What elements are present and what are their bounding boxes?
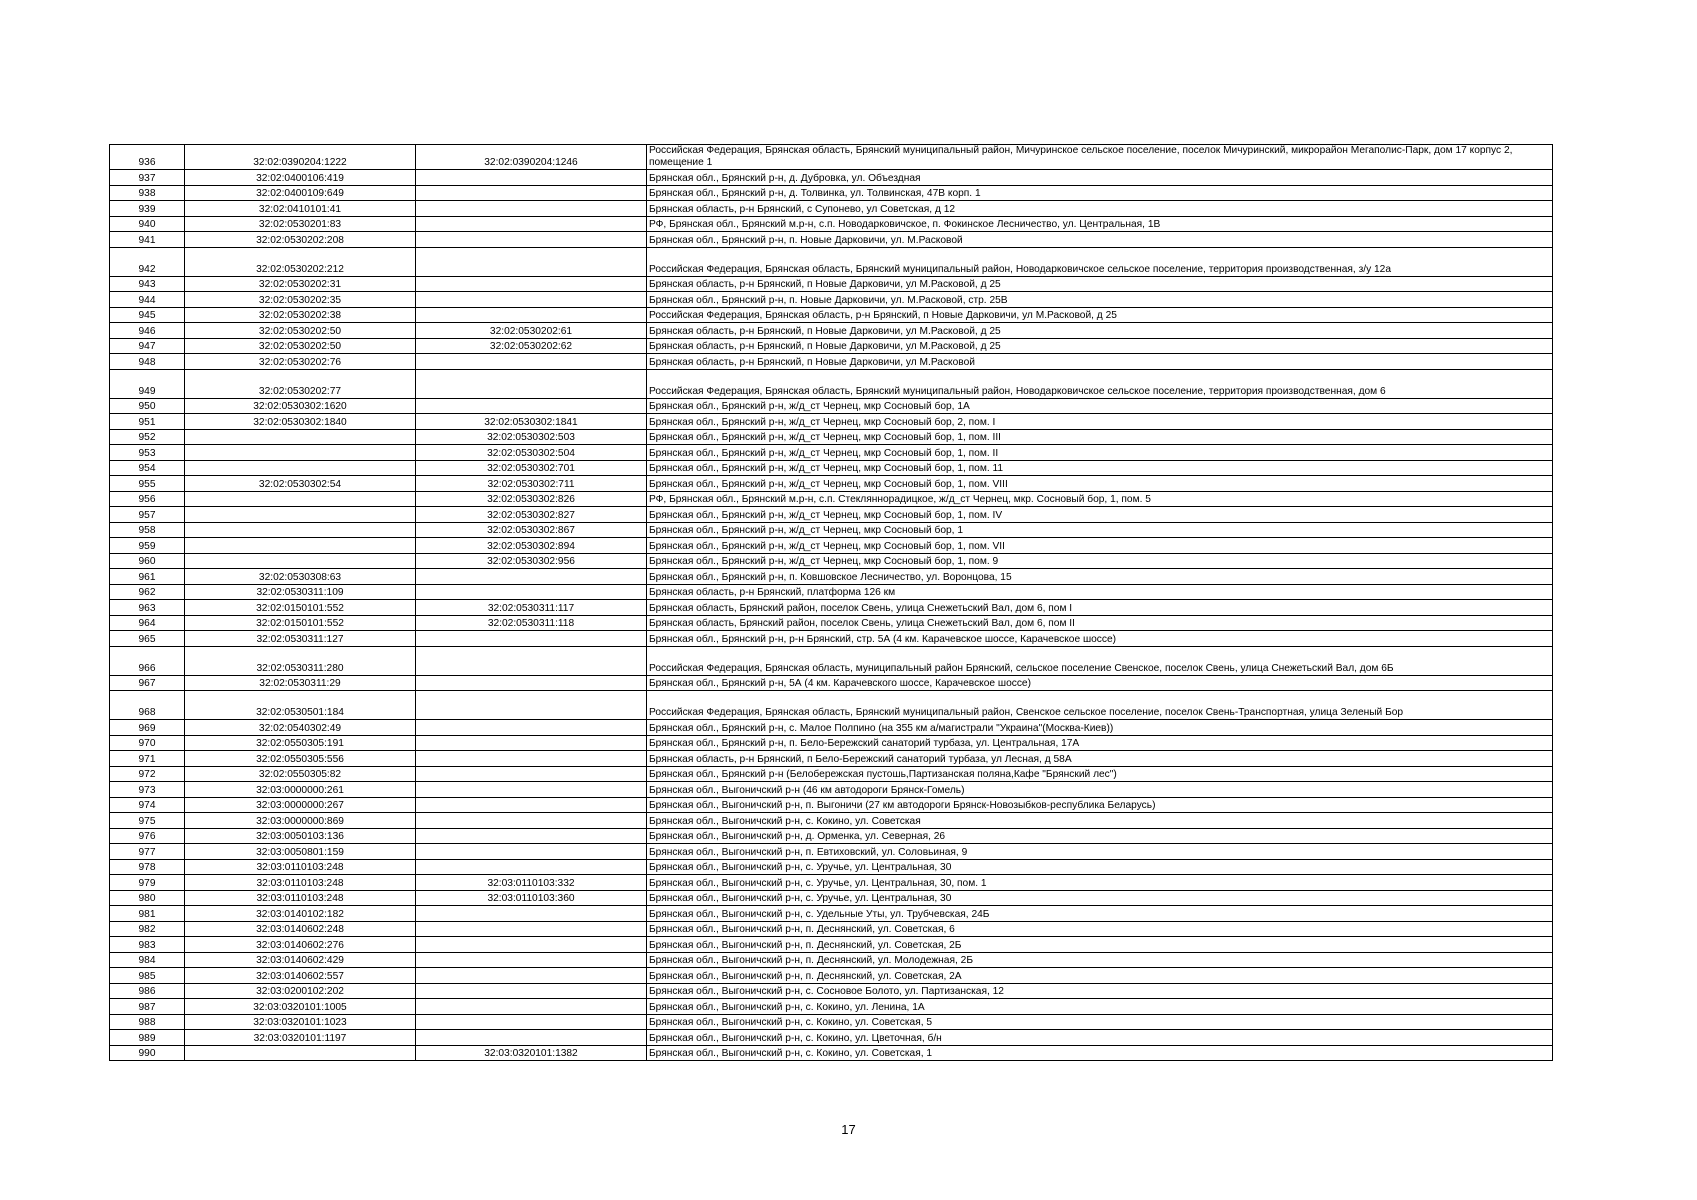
cadastral-number-cell: 32:02:0530202:35	[185, 292, 416, 308]
address-cell: Брянская обл., Выгоничский р-н, с. Кокино, ул. Советская, 5	[647, 1014, 1553, 1030]
address-cell: Брянская обл., Выгоничский р-н, д. Орменка, ул. Северная, 26	[647, 828, 1553, 844]
row-number-cell: 986	[110, 983, 185, 999]
table-row	[110, 828, 1553, 844]
row-number-cell: 944	[110, 292, 185, 308]
cadastral-number-cell: 32:02:0530202:208	[185, 232, 416, 248]
row-number-cell: 975	[110, 813, 185, 829]
cadastral-number-cell: 32:02:0530501:184	[185, 691, 416, 720]
row-number-cell: 964	[110, 615, 185, 631]
row-number-cell: 952	[110, 429, 185, 445]
cadastral-number-cell: 32:03:0140602:276	[185, 937, 416, 953]
row-number-cell: 956	[110, 491, 185, 507]
row-number-cell: 984	[110, 952, 185, 968]
row-number-cell: 983	[110, 937, 185, 953]
table-row	[110, 631, 1553, 647]
address-cell: Брянская обл., Выгоничский р-н, с. Уручье, ул. Центральная, 30, пом. 1	[647, 875, 1553, 891]
row-number-cell: 949	[110, 369, 185, 398]
object-number-cell: 32:02:0530302:504	[416, 445, 647, 461]
address-cell: Брянская обл., Брянский р-н, ж/д_ст Чернец, мкр Сосновый бор, 1, пом. 11	[647, 460, 1553, 476]
table-row	[110, 999, 1553, 1015]
object-number-cell: 32:02:0530202:62	[416, 338, 647, 354]
table-row	[110, 646, 1553, 675]
address-cell: Брянская обл., Брянский р-н, ж/д_ст Чернец, мкр Сосновый бор, 1	[647, 522, 1553, 538]
table-row	[110, 145, 1553, 170]
cadastral-number-cell: 32:03:0110103:248	[185, 859, 416, 875]
row-number-cell: 962	[110, 584, 185, 600]
object-number-cell	[416, 859, 647, 875]
table-row	[110, 445, 1553, 461]
row-number-cell: 938	[110, 185, 185, 201]
object-number-cell: 32:02:0530302:503	[416, 429, 647, 445]
address-cell: Брянская обл., Выгоничский р-н, п. Деснянский, ул. Советская, 6	[647, 921, 1553, 937]
row-number-cell: 981	[110, 906, 185, 922]
row-number-cell: 939	[110, 201, 185, 217]
table-row	[110, 797, 1553, 813]
object-number-cell	[416, 828, 647, 844]
row-number-cell: 948	[110, 354, 185, 370]
cadastral-number-cell: 32:03:0050801:159	[185, 844, 416, 860]
cadastral-number-cell: 32:02:0530311:109	[185, 584, 416, 600]
cadastral-number-cell: 32:03:0320101:1197	[185, 1030, 416, 1046]
address-cell: Брянская обл., Выгоничский р-н, п. Деснянский, ул. Советская, 2А	[647, 968, 1553, 984]
table-row	[110, 675, 1553, 691]
table-row	[110, 247, 1553, 276]
table-row	[110, 369, 1553, 398]
table-row	[110, 491, 1553, 507]
cadastral-number-cell: 32:02:0530302:1620	[185, 398, 416, 414]
cadastral-number-cell: 32:03:0140602:429	[185, 952, 416, 968]
table-row	[110, 185, 1553, 201]
address-cell: Брянская обл., Брянский р-н, ж/д_ст Чернец, мкр Сосновый бор, 1А	[647, 398, 1553, 414]
address-cell: Брянская область, р-н Брянский, платформа 126 км	[647, 584, 1553, 600]
address-cell: Брянская обл., Брянский р-н, ж/д_ст Чернец, мкр Сосновый бор, 1, пом. II	[647, 445, 1553, 461]
row-number-cell: 951	[110, 414, 185, 430]
table-row	[110, 1030, 1553, 1046]
object-number-cell	[416, 354, 647, 370]
cadastral-number-cell: 32:03:0000000:261	[185, 782, 416, 798]
cadastral-number-cell	[185, 1045, 416, 1061]
object-number-cell	[416, 691, 647, 720]
table-row	[110, 952, 1553, 968]
row-number-cell: 967	[110, 675, 185, 691]
row-number-cell: 963	[110, 600, 185, 616]
row-number-cell: 980	[110, 890, 185, 906]
object-number-cell	[416, 968, 647, 984]
cadastral-number-cell: 32:03:0110103:248	[185, 875, 416, 891]
row-number-cell: 958	[110, 522, 185, 538]
address-cell: Брянская обл., Брянский р-н, п. Новые Дарковичи, ул. М.Расковой, стр. 25В	[647, 292, 1553, 308]
table-row	[110, 522, 1553, 538]
table-row	[110, 553, 1553, 569]
address-cell: Брянская обл., Выгоничский р-н, с. Уручье, ул. Центральная, 30	[647, 890, 1553, 906]
row-number-cell: 973	[110, 782, 185, 798]
table-row	[110, 735, 1553, 751]
cadastral-number-cell: 32:02:0530202:50	[185, 338, 416, 354]
cadastral-number-cell: 32:02:0550305:556	[185, 751, 416, 767]
address-cell: Брянская обл., Брянский р-н, ж/д_ст Чернец, мкр Сосновый бор, 2, пом. I	[647, 414, 1553, 430]
address-cell: Брянская обл., Брянский р-н, д. Дубровка, ул. Объездная	[647, 170, 1553, 186]
object-number-cell	[416, 751, 647, 767]
row-number-cell: 955	[110, 476, 185, 492]
row-number-cell: 950	[110, 398, 185, 414]
cadastral-number-cell: 32:02:0390204:1222	[185, 145, 416, 170]
table-row	[110, 201, 1553, 217]
row-number-cell: 947	[110, 338, 185, 354]
address-cell: Брянская область, р-н Брянский, п Новые Дарковичи, ул М.Расковой, д 25	[647, 276, 1553, 292]
table-row	[110, 844, 1553, 860]
address-cell: Брянская область, р-н Брянский, п Новые Дарковичи, ул М.Расковой, д 25	[647, 323, 1553, 339]
object-number-cell	[416, 1014, 647, 1030]
cadastral-number-cell: 32:02:0530201:83	[185, 216, 416, 232]
cadastral-number-cell: 32:02:0530311:280	[185, 646, 416, 675]
object-number-cell	[416, 983, 647, 999]
object-number-cell: 32:03:0110103:360	[416, 890, 647, 906]
address-cell: Брянская обл., Выгоничский р-н, с. Кокино, ул. Цветочная, б/н	[647, 1030, 1553, 1046]
object-number-cell	[416, 766, 647, 782]
address-cell: Брянская обл., Выгоничский р-н, п. Выгоничи (27 км автодороги Брянск-Новозыбков-республика Беларусь)	[647, 797, 1553, 813]
address-cell: Брянская обл., Выгоничский р-н, с. Кокино, ул. Советская	[647, 813, 1553, 829]
object-number-cell: 32:02:0530302:701	[416, 460, 647, 476]
table-row	[110, 232, 1553, 248]
object-number-cell	[416, 276, 647, 292]
address-cell: Брянская обл., Выгоничский р-н, п. Деснянский, ул. Советская, 2Б	[647, 937, 1553, 953]
row-number-cell: 966	[110, 646, 185, 675]
cadastral-number-cell: 32:02:0530202:38	[185, 307, 416, 323]
object-number-cell: 32:02:0530302:956	[416, 553, 647, 569]
row-number-cell: 982	[110, 921, 185, 937]
table-row	[110, 460, 1553, 476]
row-number-cell: 972	[110, 766, 185, 782]
address-cell: Брянская обл., Брянский р-н, п. Бело-Бережский санаторий турбаза, ул. Центральная, 17А	[647, 735, 1553, 751]
row-number-cell: 976	[110, 828, 185, 844]
object-number-cell: 32:02:0530302:1841	[416, 414, 647, 430]
object-number-cell	[416, 247, 647, 276]
address-cell: РФ, Брянская обл., Брянский м.р-н, с.п. Стекляннорадицкое, ж/д_ст Чернец, мкр. Сосновый бор, 1, пом. 5	[647, 491, 1553, 507]
object-number-cell	[416, 631, 647, 647]
cadastral-number-cell	[185, 553, 416, 569]
object-number-cell	[416, 1030, 647, 1046]
registry-table-body	[110, 145, 1553, 1061]
address-cell: Российская Федерация, Брянская область, муниципальный район Брянский, сельское поселение Свенское, поселок Свень, улица Снежетьский Вал, дом 6Б	[647, 646, 1553, 675]
cadastral-number-cell	[185, 507, 416, 523]
cadastral-number-cell: 32:02:0410101:41	[185, 201, 416, 217]
row-number-cell: 989	[110, 1030, 185, 1046]
table-row	[110, 890, 1553, 906]
address-cell: РФ, Брянская обл., Брянский м.р-н, с.п. Новодарковичское, п. Фокинское Лесничество, ул. Центральная, 1В	[647, 216, 1553, 232]
cadastral-number-cell: 32:02:0530202:31	[185, 276, 416, 292]
cadastral-number-cell	[185, 538, 416, 554]
cadastral-number-cell: 32:02:0550305:191	[185, 735, 416, 751]
row-number-cell: 954	[110, 460, 185, 476]
table-row	[110, 875, 1553, 891]
object-number-cell	[416, 292, 647, 308]
cadastral-number-cell: 32:02:0530202:77	[185, 369, 416, 398]
table-row	[110, 538, 1553, 554]
cadastral-number-cell: 32:02:0530308:63	[185, 569, 416, 585]
row-number-cell: 937	[110, 170, 185, 186]
row-number-cell: 941	[110, 232, 185, 248]
object-number-cell: 32:02:0530302:827	[416, 507, 647, 523]
row-number-cell: 988	[110, 1014, 185, 1030]
cadastral-number-cell: 32:02:0530302:54	[185, 476, 416, 492]
row-number-cell: 968	[110, 691, 185, 720]
row-number-cell: 936	[110, 145, 185, 170]
address-cell: Брянская обл., Брянский р-н, ж/д_ст Чернец, мкр Сосновый бор, 1, пом. III	[647, 429, 1553, 445]
address-cell: Брянская обл., Выгоничский р-н, п. Евтиховский, ул. Соловьиная, 9	[647, 844, 1553, 860]
row-number-cell: 942	[110, 247, 185, 276]
address-cell: Брянская обл., Брянский р-н, п. Ковшовское Лесничество, ул. Воронцова, 15	[647, 569, 1553, 585]
object-number-cell	[416, 797, 647, 813]
object-number-cell	[416, 232, 647, 248]
cadastral-number-cell: 32:03:0140602:248	[185, 921, 416, 937]
address-cell: Брянская область, р-н Брянский, п Новые Дарковичи, ул М.Расковой, д 25	[647, 338, 1553, 354]
cadastral-number-cell	[185, 460, 416, 476]
table-row	[110, 307, 1553, 323]
object-number-cell: 32:02:0530302:711	[416, 476, 647, 492]
address-cell: Брянская область, Брянский район, поселок Свень, улица Снежетьский Вал, дом 6, пом II	[647, 615, 1553, 631]
address-cell: Брянская обл., Выгоничский р-н, с. Удельные Уты, ул. Трубчевская, 24Б	[647, 906, 1553, 922]
cadastral-number-cell: 32:03:0050103:136	[185, 828, 416, 844]
table-row	[110, 323, 1553, 339]
object-number-cell	[416, 216, 647, 232]
table-row	[110, 600, 1553, 616]
cadastral-number-cell	[185, 491, 416, 507]
object-number-cell	[416, 369, 647, 398]
cadastral-number-cell: 32:03:0200102:202	[185, 983, 416, 999]
page-number: 17	[841, 1122, 856, 1137]
object-number-cell: 32:02:0530311:118	[416, 615, 647, 631]
object-number-cell: 32:02:0530302:826	[416, 491, 647, 507]
address-cell: Брянская обл., Брянский р-н, п. Новые Дарковичи, ул. М.Расковой	[647, 232, 1553, 248]
object-number-cell	[416, 921, 647, 937]
object-number-cell	[416, 720, 647, 736]
table-row	[110, 507, 1553, 523]
row-number-cell: 953	[110, 445, 185, 461]
address-cell: Брянская обл., Брянский р-н, 5А (4 км. Карачевского шоссе, Карачевское шоссе)	[647, 675, 1553, 691]
cadastral-number-cell: 32:02:0150101:552	[185, 615, 416, 631]
row-number-cell: 978	[110, 859, 185, 875]
cadastral-number-cell	[185, 445, 416, 461]
object-number-cell	[416, 170, 647, 186]
cadastral-number-cell	[185, 522, 416, 538]
object-number-cell: 32:02:0530311:117	[416, 600, 647, 616]
registry-table	[109, 144, 1553, 1061]
table-row	[110, 813, 1553, 829]
object-number-cell	[416, 201, 647, 217]
row-number-cell: 974	[110, 797, 185, 813]
table-row	[110, 170, 1553, 186]
row-number-cell: 977	[110, 844, 185, 860]
address-cell: Брянская обл., Брянский р-н, ж/д_ст Чернец, мкр Сосновый бор, 1, пом. 9	[647, 553, 1553, 569]
object-number-cell	[416, 844, 647, 860]
table-row	[110, 292, 1553, 308]
cadastral-number-cell: 32:03:0110103:248	[185, 890, 416, 906]
object-number-cell	[416, 813, 647, 829]
row-number-cell: 965	[110, 631, 185, 647]
cadastral-number-cell: 32:03:0320101:1005	[185, 999, 416, 1015]
row-number-cell: 940	[110, 216, 185, 232]
row-number-cell: 979	[110, 875, 185, 891]
table-row	[110, 276, 1553, 292]
object-number-cell: 32:02:0530202:61	[416, 323, 647, 339]
table-row	[110, 859, 1553, 875]
table-row	[110, 429, 1553, 445]
row-number-cell: 960	[110, 553, 185, 569]
address-cell: Брянская обл., Выгоничский р-н, с. Кокино, ул. Ленина, 1А	[647, 999, 1553, 1015]
cadastral-number-cell: 32:02:0530202:50	[185, 323, 416, 339]
cadastral-number-cell: 32:03:0140102:182	[185, 906, 416, 922]
table-row	[110, 354, 1553, 370]
cadastral-number-cell: 32:02:0530202:76	[185, 354, 416, 370]
address-cell: Брянская обл., Брянский р-н (Белобережская пустошь,Партизанская поляна,Кафе "Брянский лес")	[647, 766, 1553, 782]
object-number-cell	[416, 398, 647, 414]
table-row	[110, 782, 1553, 798]
table-row	[110, 414, 1553, 430]
row-number-cell: 945	[110, 307, 185, 323]
object-number-cell	[416, 906, 647, 922]
address-cell: Брянская область, Брянский район, поселок Свень, улица Снежетьский Вал, дом 6, пом I	[647, 600, 1553, 616]
address-cell: Брянская область, р-н Брянский, с Супонево, ул Советская, д 12	[647, 201, 1553, 217]
object-number-cell: 32:02:0530302:867	[416, 522, 647, 538]
address-cell: Брянская обл., Выгоничский р-н, с. Сосновое Болото, ул. Партизанская, 12	[647, 983, 1553, 999]
cadastral-number-cell: 32:03:0000000:267	[185, 797, 416, 813]
table-row	[110, 476, 1553, 492]
object-number-cell: 32:02:0390204:1246	[416, 145, 647, 170]
row-number-cell: 970	[110, 735, 185, 751]
object-number-cell: 32:02:0530302:894	[416, 538, 647, 554]
address-cell: Брянская обл., Выгоничский р-н, п. Деснянский, ул. Молодежная, 2Б	[647, 952, 1553, 968]
table-row	[110, 968, 1553, 984]
cadastral-number-cell: 32:02:0540302:49	[185, 720, 416, 736]
row-number-cell: 987	[110, 999, 185, 1015]
cadastral-number-cell: 32:02:0530311:127	[185, 631, 416, 647]
table-row	[110, 937, 1553, 953]
table-row	[110, 569, 1553, 585]
table-row	[110, 906, 1553, 922]
object-number-cell	[416, 646, 647, 675]
table-row	[110, 1014, 1553, 1030]
row-number-cell: 971	[110, 751, 185, 767]
object-number-cell: 32:03:0110103:332	[416, 875, 647, 891]
cadastral-number-cell: 32:02:0150101:552	[185, 600, 416, 616]
object-number-cell	[416, 735, 647, 751]
table-row	[110, 615, 1553, 631]
cadastral-number-cell: 32:02:0530302:1840	[185, 414, 416, 430]
address-cell: Брянская область, р-н Брянский, п Бело-Бережский санаторий турбаза, ул Лесная, д 58А	[647, 751, 1553, 767]
table-row	[110, 1045, 1553, 1061]
object-number-cell	[416, 937, 647, 953]
table-row	[110, 720, 1553, 736]
row-number-cell: 943	[110, 276, 185, 292]
table-row	[110, 584, 1553, 600]
address-cell: Брянская обл., Брянский р-н, ж/д_ст Чернец, мкр Сосновый бор, 1, пом. VIII	[647, 476, 1553, 492]
address-cell: Брянская область, р-н Брянский, п Новые Дарковичи, ул М.Расковой	[647, 354, 1553, 370]
address-cell: Брянская обл., Брянский р-н, р-н Брянский, стр. 5А (4 км. Карачевское шоссе, Карачевское шоссе)	[647, 631, 1553, 647]
address-cell: Брянская обл., Брянский р-н, ж/д_ст Чернец, мкр Сосновый бор, 1, пом. IV	[647, 507, 1553, 523]
address-cell: Российская Федерация, Брянская область, Брянский муниципальный район, Свенское сельское поселение, поселок Свень-Транспортная, улица Зеленый Бор	[647, 691, 1553, 720]
address-cell: Брянская обл., Выгоничский р-н, с. Уручье, ул. Центральная, 30	[647, 859, 1553, 875]
address-cell: Брянская обл., Брянский р-н, с. Малое Полпино (на 355 км а/магистрали "Украина"(Москва-Киев))	[647, 720, 1553, 736]
row-number-cell: 985	[110, 968, 185, 984]
cadastral-number-cell: 32:02:0550305:82	[185, 766, 416, 782]
row-number-cell: 969	[110, 720, 185, 736]
cadastral-number-cell: 32:03:0140602:557	[185, 968, 416, 984]
address-cell: Брянская обл., Брянский р-н, д. Толвинка, ул. Толвинская, 47В корп. 1	[647, 185, 1553, 201]
address-cell: Российская Федерация, Брянская область, Брянский муниципальный район, Мичуринское сельское поселение, поселок Мичуринский, микрорайон Мегаполис-Парк, дом 17 корпус 2, помещение 1	[647, 145, 1553, 170]
table-row	[110, 338, 1553, 354]
row-number-cell: 990	[110, 1045, 185, 1061]
cadastral-number-cell: 32:02:0530202:212	[185, 247, 416, 276]
address-cell: Брянская обл., Выгоничский р-н, с. Кокино, ул. Советская, 1	[647, 1045, 1553, 1061]
table-row	[110, 216, 1553, 232]
address-cell: Российская Федерация, Брянская область, р-н Брянский, п Новые Дарковичи, ул М.Расковой, д 25	[647, 307, 1553, 323]
cadastral-number-cell: 32:02:0530311:29	[185, 675, 416, 691]
row-number-cell: 957	[110, 507, 185, 523]
object-number-cell	[416, 185, 647, 201]
object-number-cell	[416, 584, 647, 600]
cadastral-number-cell	[185, 429, 416, 445]
address-cell: Российская Федерация, Брянская область, Брянский муниципальный район, Новодарковичское сельское поселение, территория производственная, дом 6	[647, 369, 1553, 398]
table-row	[110, 691, 1553, 720]
cadastral-number-cell: 32:02:0400109:649	[185, 185, 416, 201]
table-row	[110, 398, 1553, 414]
cadastral-number-cell: 32:02:0400106:419	[185, 170, 416, 186]
table-row	[110, 751, 1553, 767]
table-row	[110, 766, 1553, 782]
cadastral-number-cell: 32:03:0000000:869	[185, 813, 416, 829]
table-row	[110, 983, 1553, 999]
row-number-cell: 959	[110, 538, 185, 554]
object-number-cell	[416, 782, 647, 798]
object-number-cell	[416, 307, 647, 323]
cadastral-number-cell: 32:03:0320101:1023	[185, 1014, 416, 1030]
object-number-cell	[416, 569, 647, 585]
row-number-cell: 961	[110, 569, 185, 585]
object-number-cell: 32:03:0320101:1382	[416, 1045, 647, 1061]
address-cell: Брянская обл., Выгоничский р-н (46 км автодороги Брянск-Гомель)	[647, 782, 1553, 798]
object-number-cell	[416, 999, 647, 1015]
address-cell: Брянская обл., Брянский р-н, ж/д_ст Чернец, мкр Сосновый бор, 1, пом. VII	[647, 538, 1553, 554]
row-number-cell: 946	[110, 323, 185, 339]
address-cell: Российская Федерация, Брянская область, Брянский муниципальный район, Новодарковичское сельское поселение, территория производственная, з/у 12а	[647, 247, 1553, 276]
object-number-cell	[416, 952, 647, 968]
table-row	[110, 921, 1553, 937]
object-number-cell	[416, 675, 647, 691]
